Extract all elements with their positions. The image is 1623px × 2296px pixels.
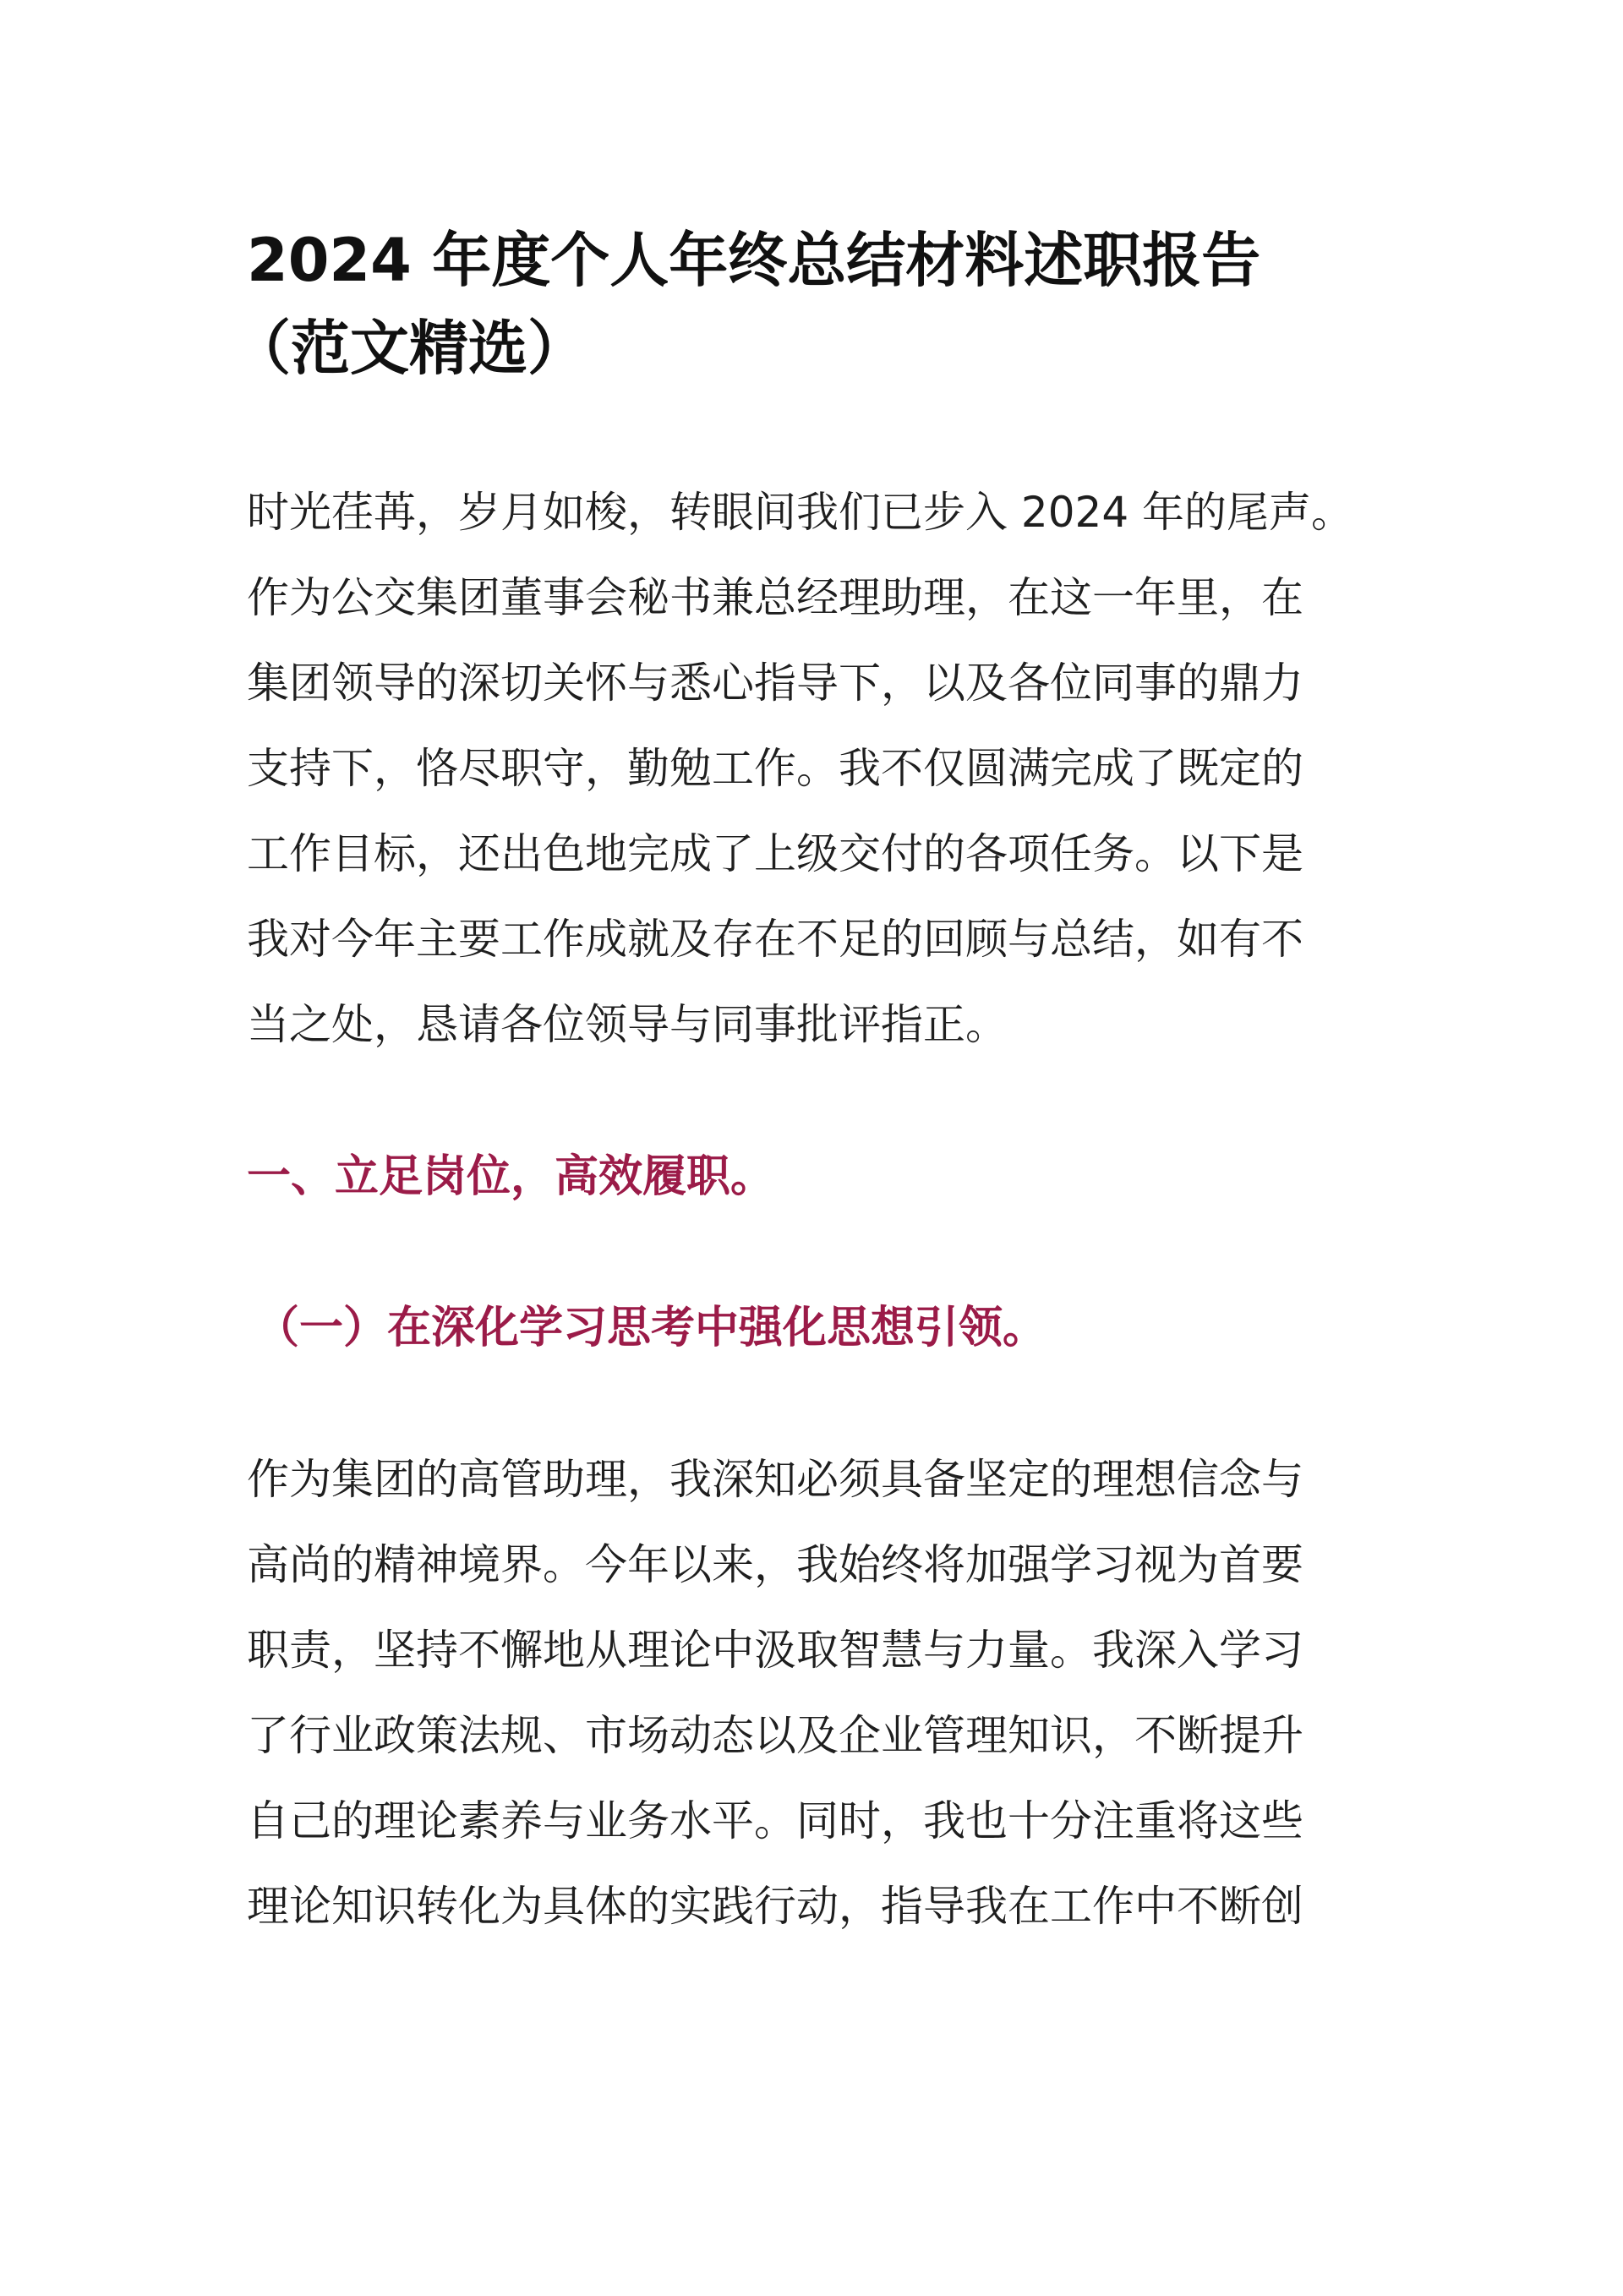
body-paragraph (247, 1437, 1413, 1949)
section-heading: 一、立足岗位，高效履职。 (247, 1151, 775, 1202)
intro-line: 工作目标，还出色地完成了上级交付的各项任务。以下是 (247, 829, 1303, 878)
body-line: 理论知识转化为具体的实践行动，指导我在工作中不断创 (247, 1882, 1303, 1931)
body-line: 职责，坚持不懈地从理论中汲取智慧与力量。我深入学习 (247, 1626, 1303, 1675)
intro-line: 当之处，恳请各位领导与同事批评指正。 (247, 1000, 1008, 1049)
title-line-1: 2024 年度个人年终总结材料述职报告 (247, 226, 1261, 295)
title-line-2: （范文精选） (232, 314, 587, 383)
document-title (232, 216, 1413, 392)
intro-paragraph (247, 470, 1413, 1068)
intro-line: 作为公交集团董事会秘书兼总经理助理，在这一年里，在 (247, 573, 1303, 622)
body-line: 作为集团的高管助理，我深知必须具备坚定的理想信念与 (247, 1455, 1303, 1504)
intro-line: 我对今年主要工作成就及存在不足的回顾与总结，如有不 (247, 915, 1303, 964)
body-line: 了行业政策法规、市场动态以及企业管理知识，不断提升 (247, 1711, 1303, 1760)
body-line: 自己的理论素养与业务水平。同时，我也十分注重将这些 (247, 1796, 1303, 1845)
intro-line: 集团领导的深切关怀与悉心指导下，以及各位同事的鼎力 (247, 659, 1303, 708)
body-line: 高尚的精神境界。今年以来，我始终将加强学习视为首要 (247, 1540, 1303, 1589)
intro-line: 支持下，恪尽职守，勤勉工作。我不仅圆满完成了既定的 (247, 744, 1303, 793)
subsection-heading: （一）在深化学习思考中强化思想引领。 (255, 1303, 1047, 1353)
intro-line: 时光荏苒，岁月如梭，转眼间我们已步入 2024 年的尾声。 (247, 488, 1354, 537)
